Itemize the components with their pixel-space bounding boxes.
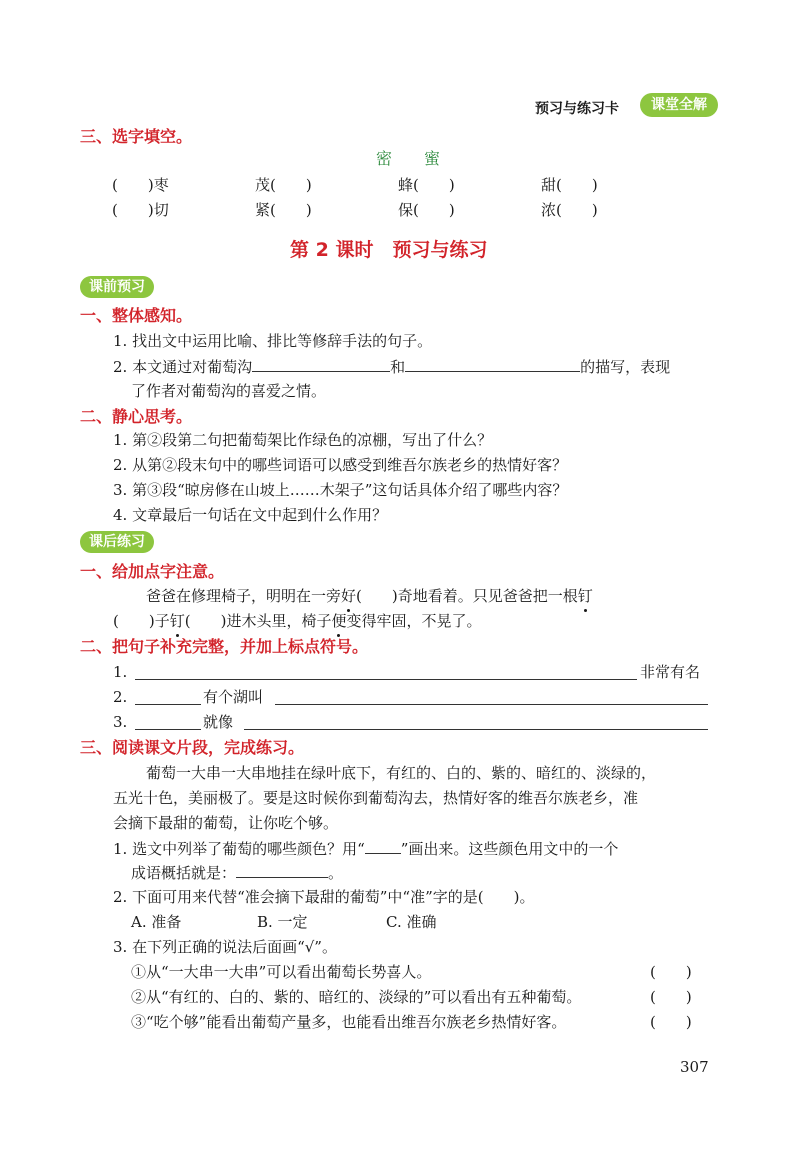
question-line: 2. 从第②段末句中的哪些词语可以感受到维吾尔族老乡的热情好客？ <box>113 456 568 474</box>
blank-line[interactable] <box>236 861 328 878</box>
option-a: A. 准备 <box>131 913 182 931</box>
question-line <box>113 837 618 860</box>
sentence-number: 1. <box>113 663 128 681</box>
question-line <box>113 355 670 378</box>
header-text: 预习与练习卡 <box>535 101 619 117</box>
judgement-item: ③“吃个够”能看出葡萄产量多，也能看出维吾尔族老乡热情好客。 <box>131 1013 567 1031</box>
fill-item-2: 茂( ) <box>255 176 312 194</box>
blank-line[interactable] <box>252 355 390 372</box>
sentence-text: 有个湖叫 <box>203 688 264 706</box>
passage-text: ( )子 <box>113 612 170 630</box>
fill-item-3: 蜂( ) <box>398 176 455 194</box>
section-heading-pronounce: 一、给加点字注意。 <box>80 562 225 581</box>
answer-paren[interactable]: ( ) <box>650 963 692 981</box>
section-heading-fill-char: 三、选字填空。 <box>80 127 193 146</box>
blank-line[interactable] <box>275 704 708 705</box>
reading-passage: 五光十色，美丽极了。要是这时候你到葡萄沟去，热情好客的维吾尔族老乡，准 <box>113 789 639 807</box>
sentence-text: 非常有名 <box>640 663 701 681</box>
question-text: 1. 选文中列举了葡萄的哪些颜色？用“ <box>113 840 365 858</box>
question-line <box>131 861 343 884</box>
question-text: 的描写，表现 <box>580 358 671 376</box>
answer-paren[interactable]: ( ) <box>650 1013 692 1031</box>
question-line: 1. 找出文中运用比喻、排比等修辞手法的句子。 <box>113 332 433 350</box>
header-badge: 课堂全解 <box>640 93 718 117</box>
question-text: 和 <box>390 358 406 376</box>
fill-item-6: 紧( ) <box>255 201 312 219</box>
passage-text: 爸爸在修理椅子，明明在一旁 <box>146 587 342 605</box>
blank-line[interactable] <box>135 729 201 730</box>
question-line: 3. 在下列正确的说法后面画“√”。 <box>113 938 337 956</box>
dotted-char: 好 <box>341 587 357 605</box>
preview-badge: 课前预习 <box>80 276 154 298</box>
passage-line <box>146 585 593 607</box>
question-text: 2. 本文通过对葡萄沟 <box>113 358 253 376</box>
answer-paren[interactable]: ( ) <box>650 988 692 1006</box>
fill-item-8: 浓( ) <box>541 201 598 219</box>
dotted-char: 钉 <box>169 612 185 630</box>
judgement-item: ①从“一大串一大串”可以看出葡萄长势喜人。 <box>131 963 432 981</box>
fill-item-7: 保( ) <box>398 201 455 219</box>
section-heading-reading: 三、阅读课文片段，完成练习。 <box>80 738 305 757</box>
fill-item-4: 甜( ) <box>541 176 598 194</box>
sentence-text: 就像 <box>203 713 234 731</box>
passage-text: 变得牢固，不晃了。 <box>346 612 482 630</box>
dotted-char: 钉 <box>577 587 593 605</box>
passage-line <box>113 610 481 632</box>
sentence-number: 3. <box>113 713 128 731</box>
sentence-number: 2. <box>113 688 128 706</box>
question-line: 3. 第③段“晾房修在山坡上……木架子”这句话具体介绍了哪些内容？ <box>113 481 568 499</box>
section-heading-overview: 一、整体感知。 <box>80 306 193 325</box>
underline-sample <box>365 837 401 854</box>
question-line: 了作者对葡萄沟的喜爱之情。 <box>131 382 327 400</box>
dotted-char: 便 <box>331 612 347 630</box>
fill-item-1: ( )枣 <box>112 176 169 194</box>
blank-line[interactable] <box>135 704 201 705</box>
question-text: ”画出来。这些颜色用文中的一个 <box>400 840 619 858</box>
judgement-item: ②从“有红的、白的、紫的、暗红的、淡绿的”可以看出有五种葡萄。 <box>131 988 582 1006</box>
lesson-title: 第 2 课时 预习与练习 <box>290 239 488 261</box>
char-choices: 密 蜜 <box>376 149 441 168</box>
reading-passage: 葡萄一大串一大串地挂在绿叶底下，有红的、白的、紫的、暗红的、淡绿的， <box>146 764 657 782</box>
question-line: 1. 第②段第二句把葡萄架比作绿色的凉棚，写出了什么？ <box>113 431 493 449</box>
blank-line[interactable] <box>244 729 708 730</box>
question-line: 2. 下面可用来代替“准会摘下最甜的葡萄”中“准”字的是( )。 <box>113 888 535 906</box>
blank-line[interactable] <box>135 679 637 680</box>
option-c: C. 准确 <box>386 913 437 931</box>
reading-passage: 会摘下最甜的葡萄，让你吃个够。 <box>113 814 339 832</box>
passage-text: ( )进木头里，椅子 <box>184 612 332 630</box>
question-text: 成语概括就是： <box>131 864 237 882</box>
section-heading-think: 二、静心思考。 <box>80 407 193 426</box>
page-number: 307 <box>680 1058 709 1076</box>
question-text: 。 <box>328 864 344 882</box>
option-b: B. 一定 <box>257 913 308 931</box>
section-heading-complete: 二、把句子补充完整，并加上标点符号。 <box>80 637 369 656</box>
blank-line[interactable] <box>405 355 580 372</box>
fill-item-5: ( )切 <box>112 201 169 219</box>
question-line: 4. 文章最后一句话在文中起到什么作用？ <box>113 506 388 524</box>
practice-badge: 课后练习 <box>80 531 154 553</box>
passage-text: ( )奇地看着。只见爸爸把一根 <box>356 587 578 605</box>
